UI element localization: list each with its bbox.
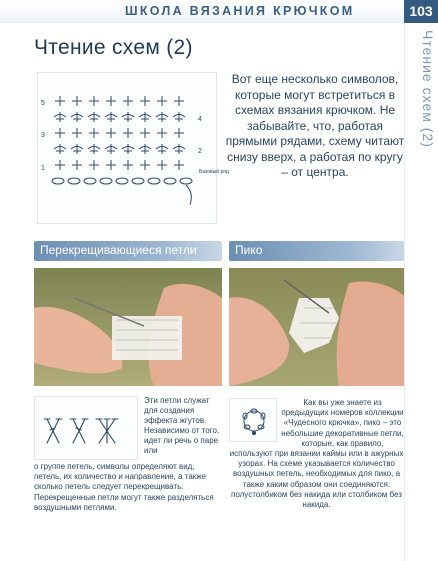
chain-stitch bbox=[116, 178, 128, 184]
photo-crossed-stitches-drawing bbox=[34, 268, 222, 386]
row-number-2: 2 bbox=[198, 148, 202, 155]
intro-paragraph: Вот еще несколько символов, которые могут встретиться в схемах вязания крючком. Не забывайте, что, работая прямыми рядами, схему читают снизу вверх, а работая по кругу – от центра. bbox=[225, 72, 405, 179]
picot-symbol bbox=[229, 398, 277, 442]
photo-picot bbox=[229, 268, 404, 386]
crossed-stitches-side-text: Эти петли служат для создания эффекта жгутов. Независимо от того, идет ли речь о паре или bbox=[144, 396, 220, 455]
chain-stitch bbox=[180, 178, 192, 184]
chain-tail bbox=[186, 185, 191, 205]
section-header-picot bbox=[229, 241, 404, 261]
row-number-5: 5 bbox=[41, 100, 45, 107]
chain-stitch bbox=[100, 178, 112, 184]
crossed-stitch-symbols bbox=[34, 396, 138, 460]
crossed-stitches-body-text: о группе петель, символы определяют вид, петель, их количество и направление, а также сколько петель следует перекрещивать. Перекрещенные петли могут также разделяться воздушными петлями. bbox=[34, 462, 214, 512]
stitch-diagram-drawing bbox=[38, 73, 229, 225]
chain-stitch bbox=[164, 178, 176, 184]
row-number-4: 4 bbox=[198, 116, 202, 123]
chain-stitch bbox=[52, 178, 64, 184]
running-header bbox=[0, 0, 438, 23]
picot-body-text: Как вы уже знаете из предыдущих номеров коллекции «Чудесного крючка», пико – это небольшие декоративные петли, которые, как правило, используют при вязании каймы или в ажурных узорах. На схеме указывается количество воздушных петель, необходимых для пико, а также каким образом они соединяются: полустолбиком без накида или столбиком без накида. bbox=[229, 398, 404, 510]
section-title-picot: Пико bbox=[235, 243, 263, 257]
photo-crossed-stitches bbox=[34, 268, 222, 386]
page-number: 103 bbox=[404, 0, 438, 23]
picot-symbol-drawing bbox=[230, 399, 278, 443]
row-number-1: 1 bbox=[41, 165, 45, 172]
stitch-diagram bbox=[37, 72, 229, 224]
side-running-title: Чтение схем (2) bbox=[420, 30, 436, 148]
chain-stitch bbox=[148, 178, 160, 184]
section-title-crossed-stitches: Перекрещивающиеся петли bbox=[40, 243, 197, 257]
crossed-stitch-symbols-drawing bbox=[35, 397, 139, 461]
series-title: ШКОЛА ВЯЗАНИЯ КРЮЧКОМ bbox=[125, 4, 355, 18]
page-title: Чтение схем (2) bbox=[34, 36, 193, 59]
chain-stitch bbox=[132, 178, 144, 184]
chain-stitch bbox=[84, 178, 96, 184]
base-row-label: Базовый ряд bbox=[199, 169, 229, 175]
chain-stitch bbox=[68, 178, 80, 184]
photo-picot-drawing bbox=[229, 268, 404, 386]
row-number-3: 3 bbox=[41, 132, 45, 139]
section-header-crossed-stitches bbox=[34, 241, 222, 261]
